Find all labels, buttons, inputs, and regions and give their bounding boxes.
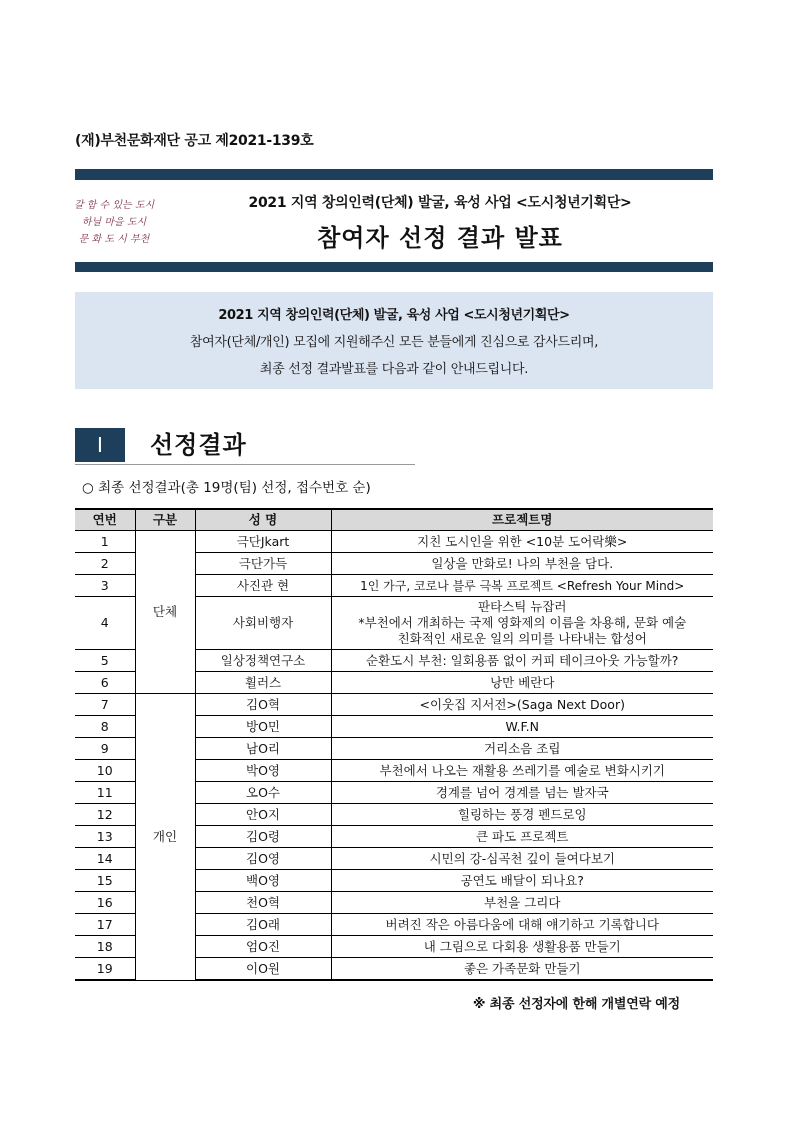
intro-box — [75, 292, 713, 389]
project-title: 경계를 넘어 경계를 넘는 발자국 — [331, 782, 713, 804]
row-number: 16 — [75, 892, 135, 914]
row-number: 8 — [75, 716, 135, 738]
svg-text:갈 함 수 있는 도시: 갈 함 수 있는 도시 — [73, 200, 155, 211]
project-title: 순환도시 부천: 일회용품 없이 커피 테이크아웃 가능할까? — [331, 650, 713, 672]
section-number: I — [75, 428, 125, 462]
project-title: 거리소음 조립 — [331, 738, 713, 760]
row-number: 9 — [75, 738, 135, 760]
bucheon-logo — [73, 192, 155, 250]
row-number: 1 — [75, 531, 135, 553]
project-title: 힐링하는 풍경 펜드로잉 — [331, 804, 713, 826]
row-number: 11 — [75, 782, 135, 804]
row-number: 13 — [75, 826, 135, 848]
participant-name: 안O지 — [195, 804, 331, 826]
svg-text:문 화 도 시 부천: 문 화 도 시 부천 — [78, 234, 150, 245]
project-title: 낭만 베란다 — [331, 672, 713, 694]
project-title: 공연도 배달이 되나요? — [331, 870, 713, 892]
project-title: 부천을 그리다 — [331, 892, 713, 914]
project-title: 지친 도시인을 위한 <10분 도어락樂> — [331, 531, 713, 553]
section-underline — [75, 464, 415, 465]
row-number: 7 — [75, 694, 135, 716]
notice-number: (재)부천문화재단 공고 제2021-139호 — [75, 133, 314, 149]
project-title: 내 그림으로 다회용 생활용품 만들기 — [331, 936, 713, 958]
category-cell-group: 단체 — [135, 531, 195, 694]
project-title: 부천에서 나오는 재활용 쓰레기를 예술로 변화시키기 — [331, 760, 713, 782]
column-header-name: 성 명 — [195, 509, 331, 531]
participant-name: 이O원 — [195, 958, 331, 981]
header-subtitle: 2021 지역 창의인력(단체) 발굴, 육성 사업 <도시청년기획단> — [248, 195, 632, 211]
participant-name: 김O래 — [195, 914, 331, 936]
table-header-row — [75, 509, 713, 531]
selection-summary: ○ 최종 선정결과(총 19명(팀) 선정, 접수번호 순) — [82, 480, 371, 496]
category-cell-individual: 개인 — [135, 694, 195, 981]
intro-line-2: 참여자(단체/개인) 모집에 지원해주신 모든 분들에게 진심으로 감사드리며, — [189, 335, 599, 350]
project-title: 좋은 가족문화 만들기 — [331, 958, 713, 981]
closing-note: ※ 최종 선정자에 한해 개별연락 예정 — [472, 997, 680, 1012]
project-title-line: 판타스틱 뉴잡러 — [478, 599, 567, 614]
svg-text:하닐 마을 도시: 하닐 마을 도시 — [81, 217, 147, 228]
row-number: 15 — [75, 870, 135, 892]
row-number: 6 — [75, 672, 135, 694]
header-bottom-rule — [75, 262, 713, 272]
participant-name: 오O수 — [195, 782, 331, 804]
row-number: 14 — [75, 848, 135, 870]
participant-name: 김O영 — [195, 848, 331, 870]
participant-name: 엄O진 — [195, 936, 331, 958]
project-title: 버려진 작은 아름다움에 대해 얘기하고 기록합니다 — [331, 914, 713, 936]
row-number: 12 — [75, 804, 135, 826]
project-title: 1인 가구, 코로나 블루 극복 프로젝트 <Refresh Your Mind> — [331, 575, 713, 597]
participant-name: 사진관 현 — [195, 575, 331, 597]
column-header-no: 연번 — [75, 509, 135, 531]
table-row — [75, 531, 713, 553]
section-heading — [75, 428, 415, 466]
participant-name: 일상정책연구소 — [195, 650, 331, 672]
project-title-line: *부천에서 개최하는 국제 영화제의 이름을 차용해, 문화 예술 — [358, 615, 687, 630]
row-number: 3 — [75, 575, 135, 597]
project-title: W.F.N — [331, 716, 713, 738]
row-number: 19 — [75, 958, 135, 981]
participant-name: 방O민 — [195, 716, 331, 738]
column-header-project: 프로젝트명 — [331, 509, 713, 531]
row-number: 4 — [75, 597, 135, 650]
row-number: 2 — [75, 553, 135, 575]
column-header-category: 구분 — [135, 509, 195, 531]
header-top-rule — [75, 169, 713, 180]
row-number: 17 — [75, 914, 135, 936]
participant-name: 극단Jkart — [195, 531, 331, 553]
project-title — [331, 597, 713, 650]
table-row — [75, 694, 713, 716]
project-title: 큰 파도 프로젝트 — [331, 826, 713, 848]
participant-name: 사회비행자 — [195, 597, 331, 650]
intro-line-1: 2021 지역 창의인력(단체) 발굴, 육성 사업 <도시청년기획단> — [218, 308, 570, 323]
participant-name: 김O혁 — [195, 694, 331, 716]
project-title: 일상을 만화로! 나의 부천을 담다. — [331, 553, 713, 575]
participant-name: 천O혁 — [195, 892, 331, 914]
participant-name: 김O령 — [195, 826, 331, 848]
row-number: 18 — [75, 936, 135, 958]
participant-name: 백O영 — [195, 870, 331, 892]
row-number: 5 — [75, 650, 135, 672]
section-title: 선정결과 — [150, 431, 247, 459]
row-number: 10 — [75, 760, 135, 782]
project-title: <이웃집 지서전>(Saga Next Door) — [331, 694, 713, 716]
participant-name: 휠러스 — [195, 672, 331, 694]
page-title: 참여자 선정 결과 발표 — [317, 224, 563, 252]
participant-name: 극단가득 — [195, 553, 331, 575]
intro-line-3: 최종 선정 결과발표를 다음과 같이 안내드립니다. — [259, 362, 529, 377]
project-title-line: 친화적인 새로운 일의 의미를 나타내는 합성어 — [397, 631, 647, 646]
project-title: 시민의 강-심곡천 깊이 들여다보기 — [331, 848, 713, 870]
participant-name: 박O영 — [195, 760, 331, 782]
results-table — [75, 508, 713, 981]
participant-name: 남O리 — [195, 738, 331, 760]
